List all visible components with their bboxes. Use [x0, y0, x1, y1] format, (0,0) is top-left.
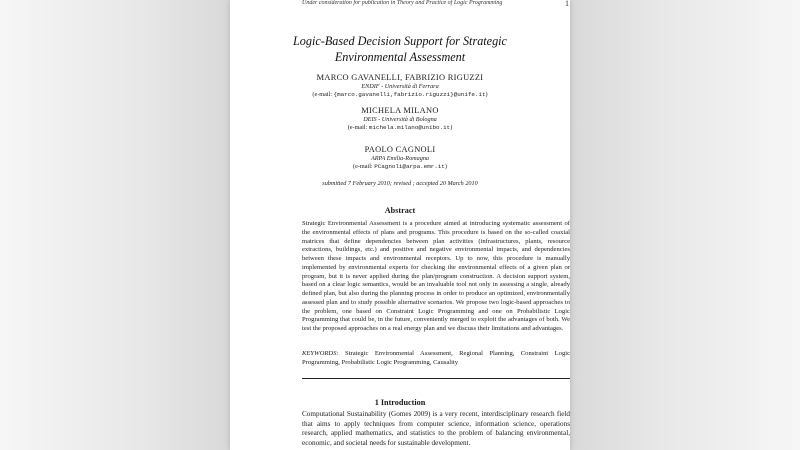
author-email: (e-mail: {marco.gavanelli,fabrizio.riguzzi}@unife.it) — [312, 91, 488, 98]
author-block-1 — [230, 73, 570, 99]
horizontal-rule — [302, 378, 570, 379]
page-number: 1 — [565, 0, 569, 8]
author-affiliation: ARPA Emilia-Romagna — [370, 155, 430, 162]
submission-dates: submitted 7 February 2010; revised ; accepted 20 March 2010 — [322, 180, 478, 187]
introduction-text: Computational Sustainability (Gomes 2009) is a very recent, interdisciplinary research field that aims to apply techniques from computer science, information science, operations research, applied mathematics, and statistics to the problem of balancing environmental, economic, and societal needs for sustainable development. — [302, 410, 570, 447]
viewer-background-left — [0, 0, 230, 450]
author-email: (e-mail: michela.milano@unibo.it) — [347, 124, 453, 131]
abstract-text: Strategic Environmental Assessment is a procedure aimed at introducing systematic assessment of the environmental effects of plans and programs. This procedure is based on the so-called coaxial matrices that define dependencies between plan activities (infrastructures, plants, resource extractions, buildings, etc.) and positive and negative environmental impacts, and dependencies between these impacts and environmental receptors. Up to now, this procedure is manually implemented by environmental experts for checking the environmental effects of a given plan or program, but it is never applied during the plan/program construction. A decision support system, based on a clear logic semantics, would be an invaluable tool not only in assessing a single, already defined plan, but also during the planning process in order to produce an optimized, environmentally assessed plan and to study possible alternative scenarios. We propose two logic-based approaches to the problem, one based on Constraint Logic Programming and one on Probabilistic Logic Programming that could be, in the future, conveniently merged to exploit the advantages of both. We test the proposed approaches on a real energy plan and we discuss their limitations and advantages. — [302, 220, 570, 332]
section-heading-introduction: 1 Introduction — [374, 398, 426, 407]
keywords-label: KEYWORDS: — [302, 350, 339, 357]
viewer-background-right — [570, 0, 800, 450]
keywords-text: Strategic Environmental Assessment, Regional Planning, Constraint Logic Programming, Probabilistic Logic Programming, Causality — [302, 350, 570, 366]
email-address[interactable]: PCagnoli@arpa.emr.it — [374, 163, 445, 170]
author-affiliation: ENDIF - Università di Ferrara — [361, 83, 439, 90]
title-line-2: Environmental Assessment — [334, 50, 466, 64]
paper-title — [230, 33, 570, 65]
author-name: MICHELA MILANO — [361, 106, 439, 115]
email-address[interactable]: michela.milano@unibo.it — [368, 124, 451, 131]
author-block-3 — [230, 145, 570, 171]
author-block-2 — [230, 106, 570, 132]
running-head: Under consideration for publication in Theory and Practice of Logic Programming — [302, 0, 503, 6]
paper-page — [230, 0, 570, 450]
title-line-1: Logic-Based Decision Support for Strategic — [293, 34, 507, 48]
author-email: (e-mail: PCagnoli@arpa.emr.it) — [353, 163, 447, 170]
email-address[interactable]: {marco.gavanelli,fabrizio.riguzzi}@unife.it — [333, 91, 486, 98]
keywords — [302, 350, 570, 368]
author-name: PAOLO CAGNOLI — [364, 145, 436, 154]
author-affiliation: DEIS - Università di Bologna — [363, 116, 437, 123]
author-name: MARCO GAVANELLI, FABRIZIO RIGUZZI — [316, 73, 484, 82]
abstract-heading: Abstract — [384, 206, 416, 215]
